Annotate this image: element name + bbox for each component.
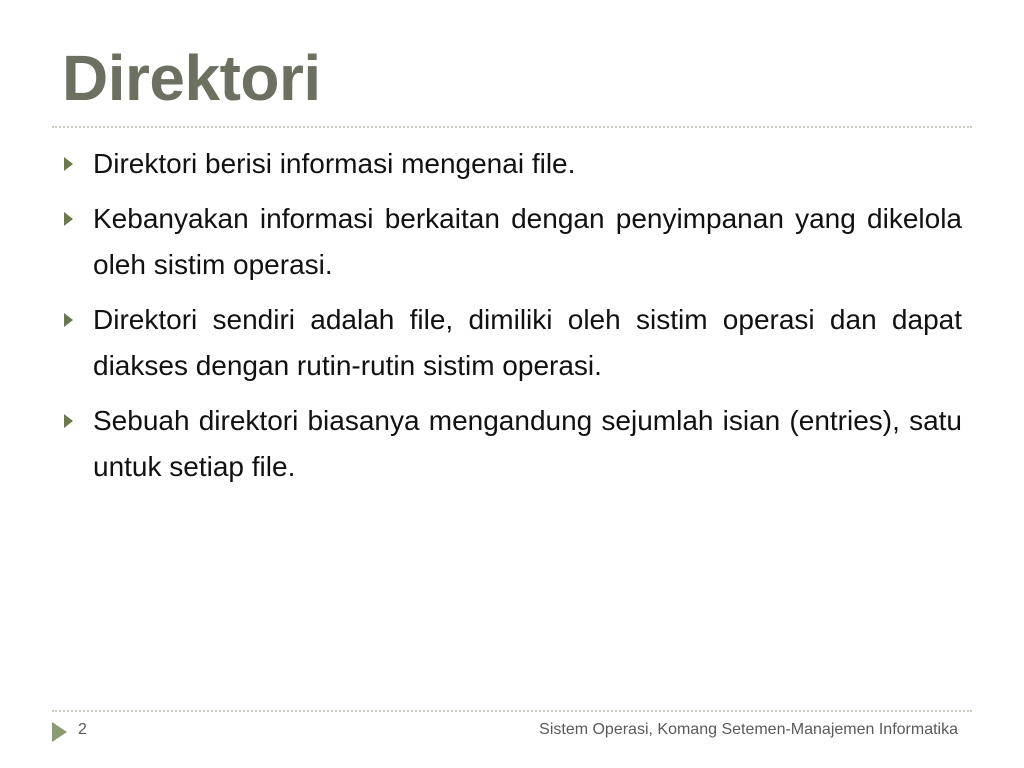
bullet-text: Kebanyakan informasi berkaitan dengan penyimpanan yang dikelola oleh sistim operasi. — [93, 203, 962, 280]
bullet-item — [58, 398, 962, 490]
bullet-item — [58, 297, 962, 389]
triangle-right-icon — [64, 313, 73, 327]
triangle-right-icon — [64, 414, 73, 428]
footer-text: Sistem Operasi, Komang Setemen-Manajemen Informatika — [539, 721, 958, 738]
bullet-text: Direktori berisi informasi mengenai file. — [93, 148, 576, 179]
bullet-text: Sebuah direktori biasanya mengandung sejumlah isian (entries), satu untuk setiap file. — [93, 405, 962, 482]
triangle-right-icon — [64, 212, 73, 226]
bullet-item — [58, 141, 962, 187]
footer-divider — [52, 710, 972, 712]
slide-title: Direktori — [62, 42, 321, 114]
title-divider — [52, 126, 972, 128]
bullet-list — [58, 141, 962, 499]
triangle-right-icon — [52, 722, 67, 742]
bullet-text: Direktori sendiri adalah file, dimiliki oleh sistim operasi dan dapat diakses dengan rutin-rutin sistim operasi. — [93, 304, 962, 381]
bullet-item — [58, 196, 962, 288]
page-number: 2 — [78, 721, 87, 738]
triangle-right-icon — [64, 157, 73, 171]
